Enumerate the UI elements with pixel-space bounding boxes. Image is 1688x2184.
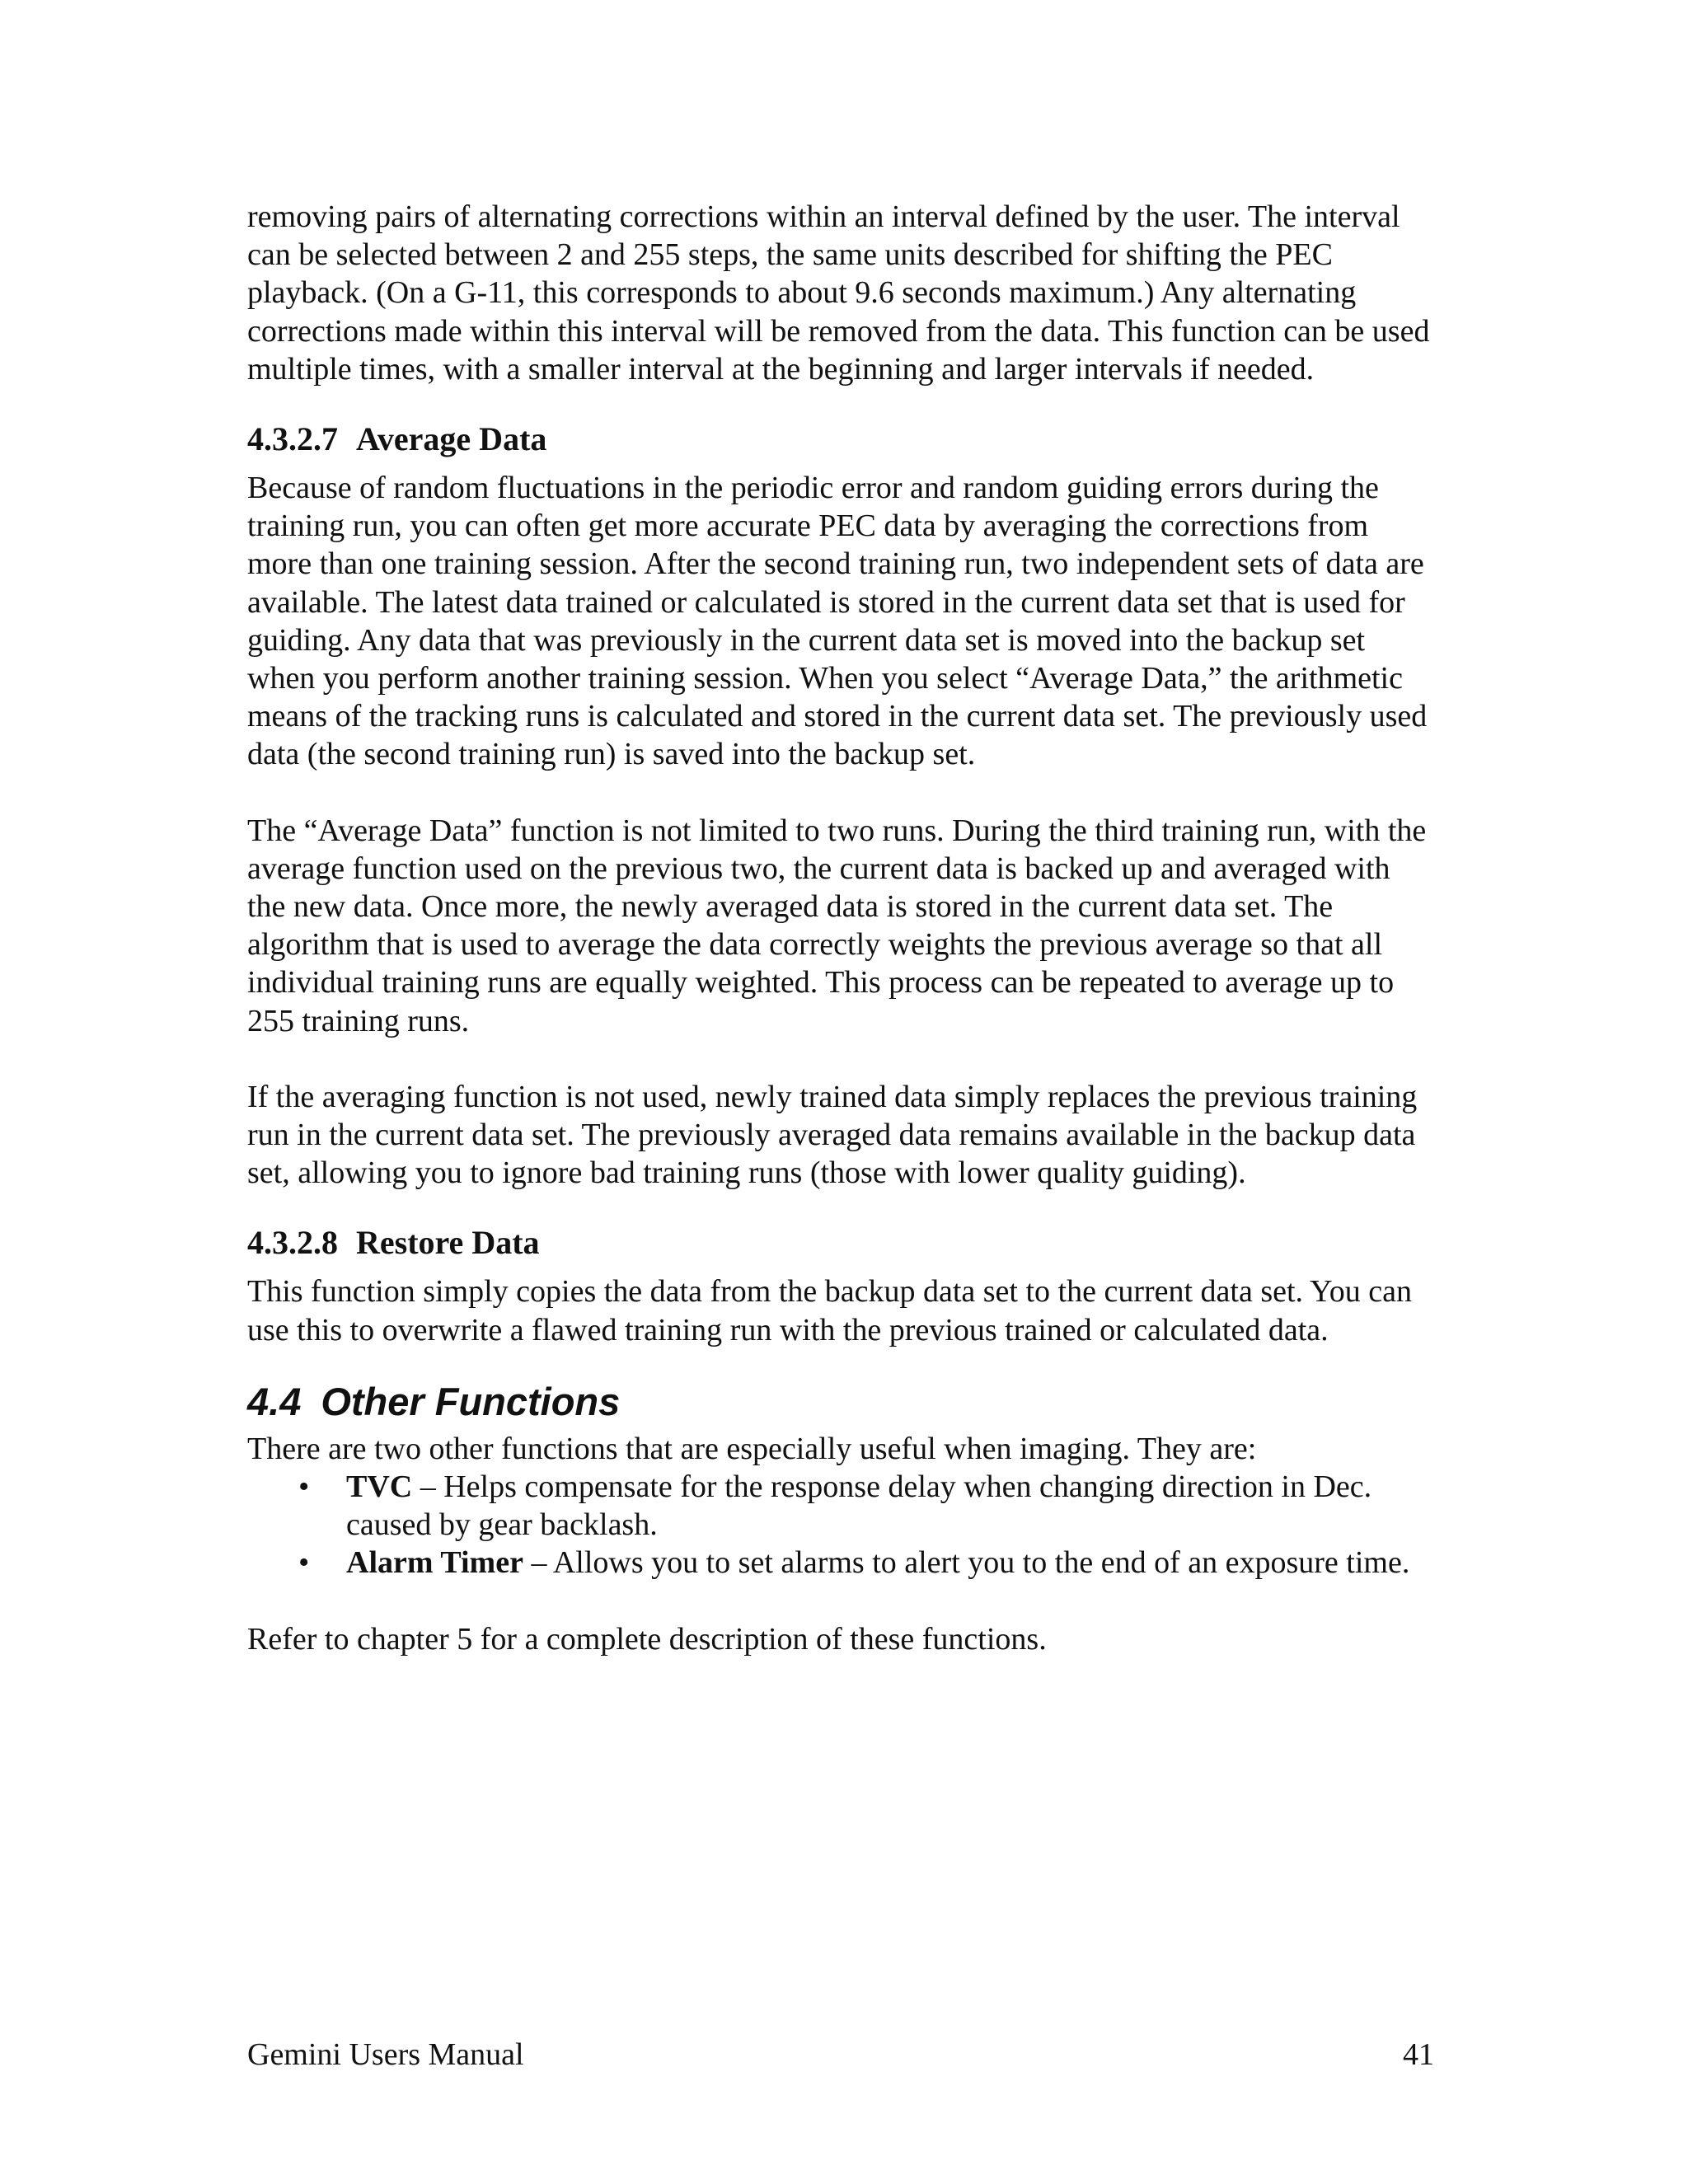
footer-page-number: 41 (1403, 2037, 1434, 2072)
list-item-tvc (247, 1468, 1434, 1544)
section-title: Other Functions (321, 1379, 621, 1423)
bullet-term: TVC (346, 1469, 413, 1505)
average-data-paragraph-3: If the averaging function is not used, newly trained data simply replaces the previous training run in the current data set. The previously averaged data remains available in the backup data set, allowing you to ignore bad training runs (those with lower quality guiding). (247, 1079, 1418, 1191)
section-number: 4.3.2.7 (247, 420, 338, 458)
section-number: 4.3.2.8 (247, 1224, 338, 1262)
average-data-paragraph-2: The “Average Data” function is not limited to two runs. During the third training run, with the average function used on the previous two, the current data is backed up and averaged with the new data. Once more, the newly averaged data is stored in the current data set. The algorithm that is used to average the data correctly weights the previous average so that all individual training runs are equally weighted. This process can be repeated to average up to 255 training runs. (247, 813, 1427, 1038)
list-item-alarm-timer (247, 1544, 1434, 1582)
document-page (247, 198, 1434, 1658)
section-title: Average Data (356, 420, 547, 458)
bullet-text: – Allows you to set alarms to alert you to the end of an exposure time. (523, 1545, 1410, 1581)
bullet-icon: • (298, 1469, 310, 1505)
functions-bullet-list (247, 1468, 1434, 1582)
section-heading-average-data (247, 419, 1434, 459)
bullet-icon: • (298, 1545, 310, 1581)
restore-data-paragraph: This function simply copies the data from the backup data set to the current data set. You can use this to overwrite a flawed training run with the previous trained or calculated data. (247, 1274, 1413, 1347)
section-heading-other-functions (247, 1379, 1434, 1425)
bullet-term: Alarm Timer (346, 1545, 523, 1581)
intro-paragraph: removing pairs of alternating corrections within an interval defined by the user. The interval can be selected between 2 and 255 steps, the same units described for shifting the PEC playback. (On a G-11, this corresponds to about 9.6 seconds maximum.) Any alternating corrections made within this interval will be removed from the data. This function can be used multiple times, with a smaller interval at the beginning and larger intervals if needed. (247, 199, 1430, 387)
section-title: Restore Data (356, 1224, 540, 1262)
bullet-text: – Helps compensate for the response delay when changing direction in Dec. caused by gear backlash. (346, 1469, 1372, 1543)
section-heading-restore-data (247, 1223, 1434, 1263)
other-functions-intro: There are two other functions that are especially useful when imaging. They are: (247, 1431, 1257, 1466)
closing-paragraph: Refer to chapter 5 for a complete description of these functions. (247, 1621, 1047, 1657)
section-number: 4.4 (247, 1379, 302, 1423)
average-data-paragraph-1: Because of random fluctuations in the periodic error and random guiding errors during the training run, you can often get more accurate PEC data by averaging the corrections from more than one training session. After the second training run, two independent sets of data are available. The latest data trained or calculated is stored in the current data set that is used for guiding. Any data that was previously in the current data set is moved into the backup set when you perform another training session. When you select “Average Data,” the arithmetic means of the tracking runs is calculated and stored in the current data set. The previously used data (the second training run) is saved into the backup set. (247, 471, 1428, 772)
footer-manual-name: Gemini Users Manual (247, 2037, 524, 2072)
